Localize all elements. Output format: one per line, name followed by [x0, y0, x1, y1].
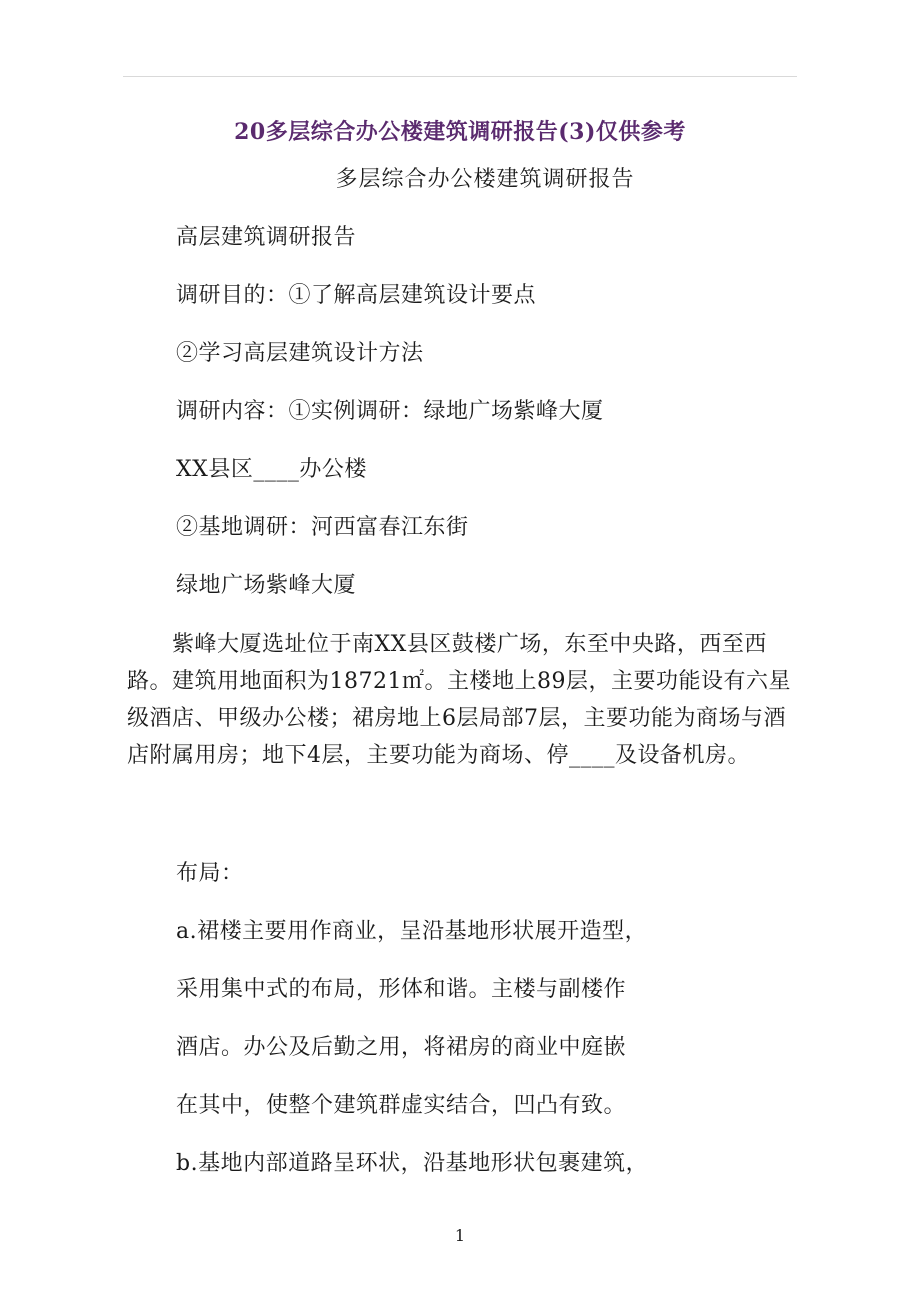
paragraph-project-description: 紫峰大厦选址位于南XX县区鼓楼广场，东至中央路，西至西路。建筑用地面积为18721㎡。主楼地上89层，主要功能设有六星级酒店、甲级办公楼；裙房地上6层局部7层，主要功能为商场与酒店附属用房；地下4层，主要功能为商场、停____及设备机房。 [127, 632, 791, 768]
paragraph-purpose-2: ②学习高层建筑设计方法 [176, 341, 424, 366]
paragraph-content-2: XX县区____办公楼 [176, 457, 367, 482]
paragraph-layout-a-2: 采用集中式的布局，形体和谐。主楼与副楼作 [176, 977, 627, 1002]
document-subtitle: 多层综合办公楼建筑调研报告 [335, 167, 635, 192]
paragraph-case-name: 绿地广场紫峰大厦 [176, 573, 357, 598]
paragraph-content-1: 调研内容：①实例调研：绿地广场紫峰大厦 [176, 399, 604, 424]
paragraph-layout-a-3: 酒店。办公及后勤之用，将裙房的商业中庭嵌 [176, 1035, 627, 1060]
paragraph-layout-a-1: a.裙楼主要用作商业，呈沿基地形状展开造型， [176, 919, 648, 944]
paragraph-purpose-1: 调研目的：①了解高层建筑设计要点 [176, 283, 537, 308]
document-title: 20多层综合办公楼建筑调研报告(3)仅供参考 [234, 119, 686, 145]
paragraph-layout-heading: 布局： [176, 861, 244, 886]
paragraph-layout-b-1: b.基地内部道路呈环状，沿基地形状包裹建筑， [176, 1151, 649, 1176]
paragraph-site-survey: ②基地调研：河西富春江东街 [176, 515, 469, 540]
paragraph-report-heading: 高层建筑调研报告 [176, 225, 357, 250]
paragraph-layout-a-4: 在其中，使整个建筑群虚实结合，凹凸有致。 [176, 1093, 627, 1118]
header-rule [123, 76, 797, 77]
page-number: 1 [454, 1226, 466, 1245]
